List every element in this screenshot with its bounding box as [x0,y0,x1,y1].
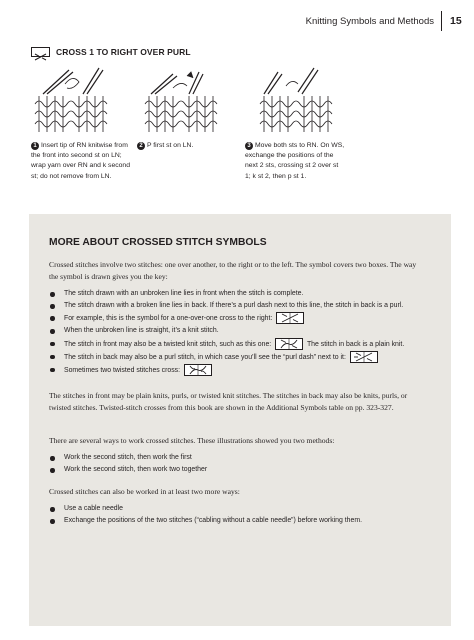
step-3-illustration [258,64,338,141]
list-item-text: The stitch drawn with an unbroken line lies in front when the stitch is complete. [64,290,304,297]
header-divider [441,11,442,31]
list-item-text: The stitch drawn with a broken line lies in back. If there’s a purl dash next to this line, the stitch in back is a purl. [64,302,404,310]
list-item [49,364,431,377]
intro-paragraph: Crossed stitches involve two stitches: one over another, to the right or to the left. The symbol covers two boxes. The way the symbol is drawn gives you the key: [49,260,417,282]
chapter-title: Knitting Symbols and Methods [305,15,434,27]
list-item [49,288,431,300]
section-heading-row [31,47,191,57]
paragraph-4: Crossed stitches can also be worked in at least two more ways: [49,487,240,496]
list-item [49,325,431,337]
more-ways-list [49,503,431,527]
list-item [49,464,431,476]
list-item-tail: The stitch in back is a plain knit. [306,340,405,348]
step-3-caption [245,141,345,182]
list-item-text: Use a cable needle [64,505,123,512]
running-header [306,10,474,32]
list-item [49,503,431,515]
methods-list [49,452,431,476]
twisted-cross-symbol-icon [275,338,303,350]
step-1-text: Insert tip of RN knitwise from the front into second st on LN; wrap yarn over RN and k second st; do not remove from LN. [31,142,130,180]
symbol-key-list [49,288,431,377]
list-item [49,351,431,364]
page-number: 15 [450,15,462,27]
step-1-caption [31,141,133,182]
list-item-text: For example, this is the symbol for a one-over-one cross to the right: [64,315,273,323]
list-item [49,452,431,464]
box-heading: MORE ABOUT CROSSED STITCH SYMBOLS [49,237,267,248]
step-1-illustration [33,64,113,141]
step-3-text: Move both sts to RN. On WS, exchange the positions of the next 2 sts, crossing st 2 over st 1; k st 2, then p st 1. [245,142,345,180]
list-item-text: Work the second stitch, then work the first [64,454,192,461]
list-item [49,300,431,312]
sidebar-box [29,214,451,626]
list-item [49,338,431,351]
list-item-text: The stitch in back may also be a purl stitch, in which case you’ll see the “purl dash” next to it: [64,353,346,361]
list-item-text: When the unbroken line is straight, it’s a knit stitch. [64,327,219,335]
list-item [49,312,431,325]
list-item-text: Sometimes two twisted stitches cross: [64,366,181,374]
list-item-text: Exchange the positions of the two stitches (“cabling without a cable needle”) before working them. [64,517,362,525]
purl-cross-symbol-icon [350,351,378,363]
list-item-text: Work the second stitch, then work two together [64,466,208,474]
list-item [49,515,431,527]
section-heading: CROSS 1 TO RIGHT OVER PURL [56,47,191,57]
step-2-caption [137,141,235,151]
list-item-text: The stitch in front may also be a twisted knit stitch, such as this one: [64,340,272,348]
step-2-illustration [143,64,223,141]
paragraph-3: There are several ways to work crossed stitches. These illustrations showed you two methods: [49,436,335,445]
twisted-twisted-cross-symbol-icon [184,364,212,376]
step-number-badge: 3 [245,142,253,150]
paragraph-2: The stitches in front may be plain knits, purls, or twisted knit stitches. The stitches in back may also be knits, purls, or twisted stitches. Twisted-stitch crosses from this book are shown in the Additional Symbols table on pp. 323-327. [49,391,408,413]
cross-right-over-purl-symbol-icon [31,47,50,57]
cross-right-symbol-icon [276,312,304,324]
step-number-badge: 1 [31,142,39,150]
step-number-badge: 2 [137,142,145,150]
step-2-text: P first st on LN. [147,142,194,149]
